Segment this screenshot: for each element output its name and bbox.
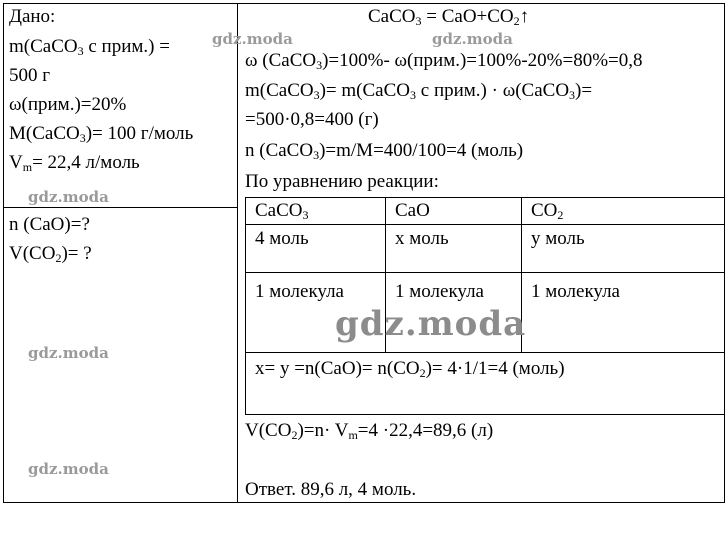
pure-mass-line: m(CaCO$_3$)= m(CaCO$_3$ с прим.) · ω(CaCO$_3$)=: [245, 80, 593, 102]
reaction-equation: CaCO$_3$ = $CaO+CO_2↑$: [368, 6, 530, 28]
watermark: gdz.moda: [212, 30, 293, 48]
table-row1-line: [245, 272, 725, 273]
given-heading: Дано:: [9, 6, 56, 27]
table-cell: x моль: [395, 228, 449, 249]
answer-line: Ответ. 89,6 л, 4 моль.: [245, 479, 417, 500]
table-header-line: [245, 224, 725, 225]
table-cell: y моль: [531, 228, 585, 249]
table-header-cao: CaO: [395, 200, 430, 221]
table-cell: 1 молекула: [255, 281, 344, 302]
watermark: gdz.moda: [28, 344, 109, 362]
find-v-co2: $V(CO_2)=$ ?: [9, 243, 92, 265]
given-impurity: ω(прим.)=20%: [9, 94, 127, 115]
pure-mass-result: =500·0,8=400 (г): [245, 109, 379, 130]
by-equation-label: По уравнению реакции:: [245, 171, 439, 192]
given-molar-mass: M(CaCO$_3$)= 100 г/моль: [9, 123, 194, 145]
watermark: gdz.moda: [28, 460, 109, 478]
watermark: gdz.moda: [432, 30, 513, 48]
table-header-caco3: CaCO$_3$: [255, 200, 309, 222]
moles-line: n (CaCO$_3$)=m/M=400/100=4 (моль): [245, 140, 524, 162]
table-result-row: $x= y =n(CaO)= n(CO_2)= 4\cdot 1/1=4$ (моль): [255, 358, 565, 380]
table-top-line: [245, 197, 725, 198]
watermark: gdz.moda: [28, 188, 109, 206]
given-mass-value: 500 г: [9, 65, 51, 86]
table-row2-line: [245, 352, 725, 353]
column-divider: [237, 3, 238, 503]
table-cell: 1 молекула: [531, 281, 620, 302]
table-header-co2: $CO_2$: [531, 200, 564, 222]
given-mass: m(CaCO$_3$ с прим.) =: [9, 36, 170, 58]
table-bottom-line: [245, 414, 725, 415]
mass-fraction-line: ω (CaCO$_3$)=100%- ω(прим.)=100%-20%=80%=0,8: [245, 50, 643, 72]
table-cell: 4 моль: [255, 228, 309, 249]
given-molar-volume: $V_m= 22,4$ л/моль: [9, 152, 140, 174]
given-divider: [3, 207, 237, 208]
table-left-line: [245, 197, 246, 414]
table-cell: 1 молекула: [395, 281, 484, 302]
find-n-cao: n (CaO)=?: [9, 214, 90, 235]
watermark-large: gdz.moda: [335, 304, 527, 344]
volume-line: $V(CO_2)=n\cdot V_m=4 \cdot 22,4=89,6$ (л): [245, 420, 494, 442]
